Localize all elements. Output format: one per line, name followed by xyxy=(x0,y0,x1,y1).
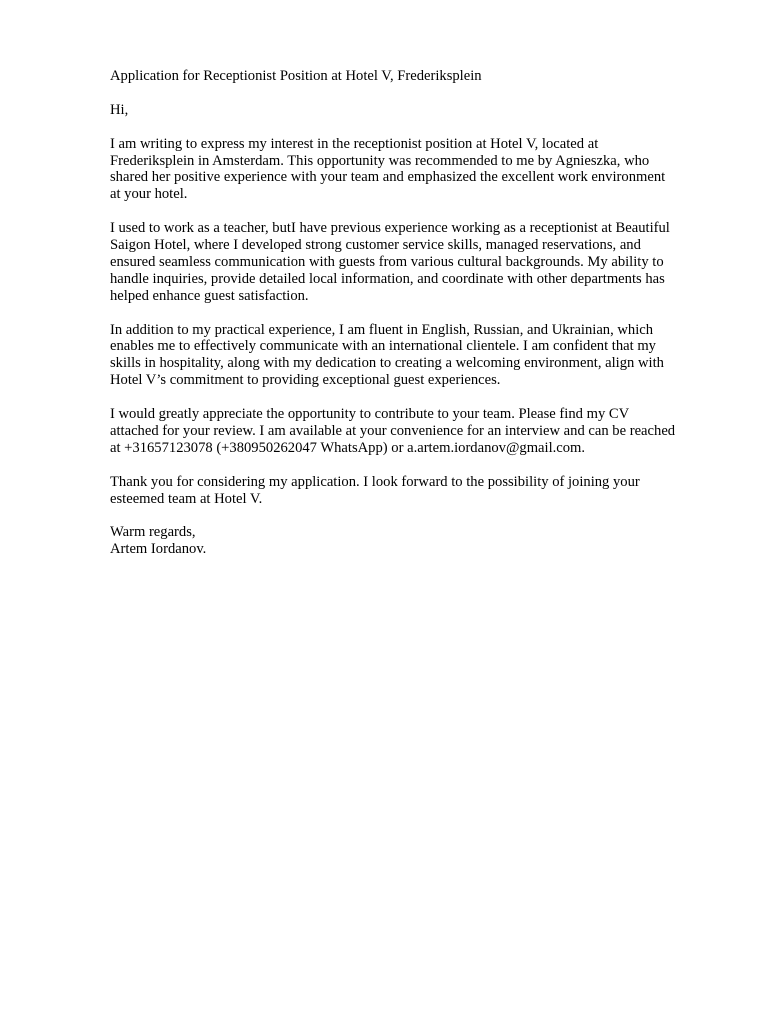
paragraph-line: esteemed team at Hotel V. xyxy=(110,490,263,507)
paragraph-contact xyxy=(110,406,715,457)
sign-off: Warm regards, xyxy=(110,524,196,541)
paragraph-line: attached for your review. I am available at your convenience for an interview and can be reached xyxy=(110,422,676,439)
letter-greeting: Hi, xyxy=(110,101,129,118)
paragraph-experience xyxy=(110,220,715,305)
paragraph-languages xyxy=(110,322,715,390)
letter-subject: Application for Receptionist Position at Hotel V, Frederiksplein xyxy=(110,68,482,84)
paragraph-line: Frederiksplein in Amsterdam. This opportunity was recommended to me by Agnieszka, who xyxy=(110,152,650,169)
paragraph-line: I used to work as a teacher, butI have previous experience working as a receptionist at Beautiful xyxy=(110,220,670,237)
paragraph-line: at your hotel. xyxy=(110,186,188,203)
signature-name: Artem Iordanov. xyxy=(110,541,207,558)
paragraph-line: enables me to effectively communicate with an international clientele. I am confident that my xyxy=(110,338,656,355)
paragraph-line: In addition to my practical experience, I am fluent in English, Russian, and Ukrainian, which xyxy=(110,321,654,338)
paragraph-line: skills in hospitality, along with my dedication to creating a welcoming environment, align with xyxy=(110,355,664,372)
paragraph-line: ensured seamless communication with guests from various cultural backgrounds. My ability to xyxy=(110,253,664,270)
paragraph-line: helped enhance guest satisfaction. xyxy=(110,287,309,304)
letter-closing xyxy=(110,524,715,558)
paragraph-line: handle inquiries, provide detailed local information, and coordinate with other departments has xyxy=(110,270,665,287)
paragraph-line: Thank you for considering my application. I look forward to the possibility of joining your xyxy=(110,473,640,490)
paragraph-line: Saigon Hotel, where I developed strong customer service skills, managed reservations, and xyxy=(110,237,641,254)
paragraph-line: shared her positive experience with your team and emphasized the excellent work environment xyxy=(110,169,666,186)
paragraph-thanks xyxy=(110,474,715,508)
paragraph-line: I am writing to express my interest in the receptionist position at Hotel V, located at xyxy=(110,135,599,152)
letter-page xyxy=(110,68,715,558)
paragraph-line: at +31657123078 (+380950262047 WhatsApp) or a.artem.iordanov@gmail.com. xyxy=(110,439,586,456)
paragraph-line: I would greatly appreciate the opportunity to contribute to your team. Please find my CV xyxy=(110,406,630,423)
paragraph-line: Hotel V’s commitment to providing exceptional guest experiences. xyxy=(110,372,501,389)
paragraph-intro xyxy=(110,136,715,204)
